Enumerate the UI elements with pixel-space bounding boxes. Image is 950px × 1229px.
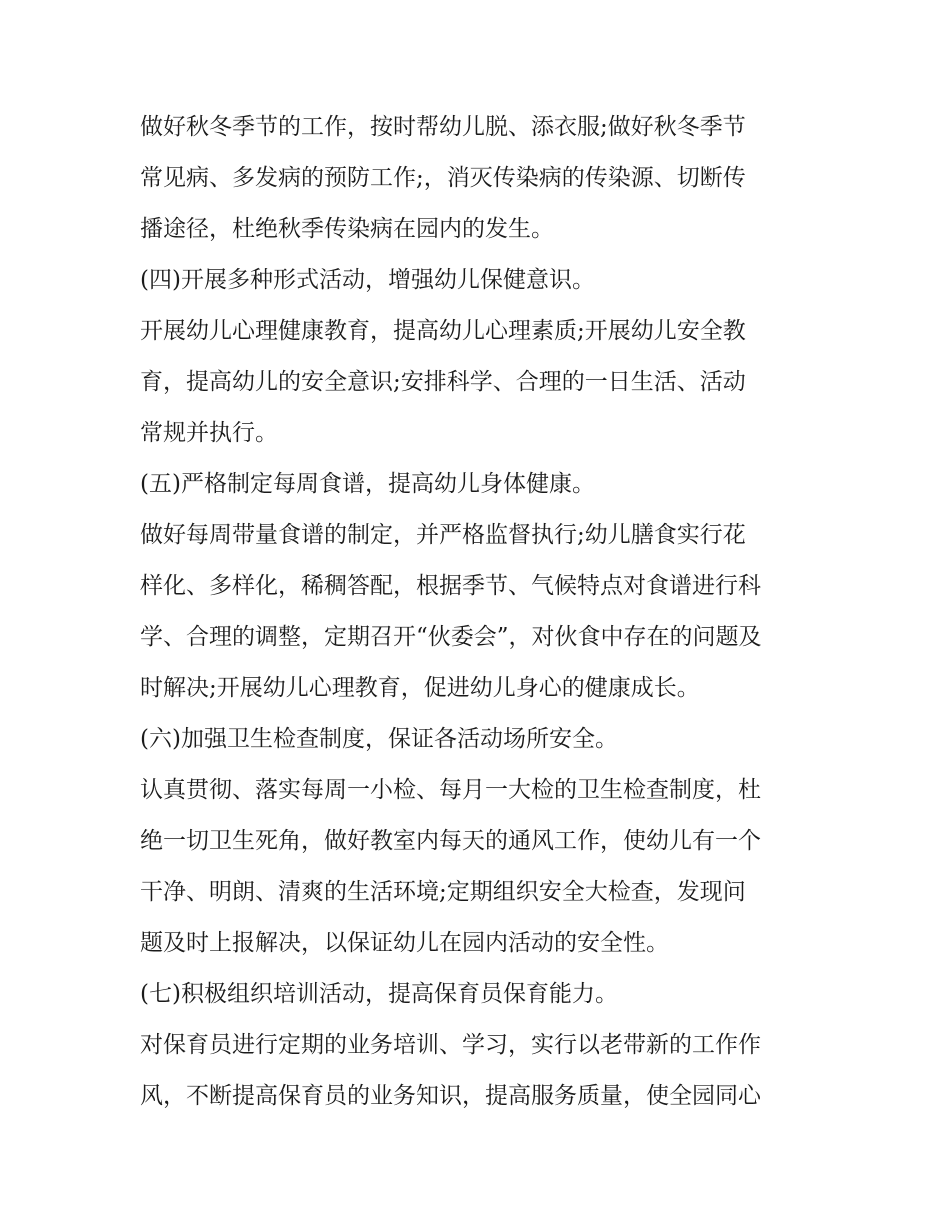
section-heading: (六)加强卫生检查制度，保证各活动场所安全。 [140,726,618,752]
paragraph-line: 开展幼儿心理健康教育，提高幼儿心理素质;开展幼儿安全教 [140,318,746,344]
paragraph-line: 做好每周带量食谱的制定，并严格监督执行;幼儿膳食实行花 [140,522,746,548]
section-heading: (七)积极组织培训活动，提高保育员保育能力。 [140,981,618,1007]
paragraph-line: 题及时上报解决，以保证幼儿在园内活动的安全性。 [140,930,669,956]
paragraph-line: 绝一切卫生死角，做好教室内每天的通风工作，使幼儿有一个 [140,828,761,854]
paragraph-line: 风，不断提高保育员的业务知识，提高服务质量，使全园同心 [140,1083,761,1109]
paragraph-line: 样化、多样化，稀稠答配，根据季节、气候特点对食谱进行科 [140,573,761,599]
paragraph-line: 认真贯彻、落实每周一小检、每月一大检的卫生检查制度，杜 [140,777,761,803]
section-heading: (五)严格制定每周食谱，提高幼儿身体健康。 [140,471,595,497]
paragraph-line: 学、合理的调整，定期召开“伙委会”，对伙食中存在的问题及 [140,624,762,650]
paragraph-line: 常规并执行。 [140,420,278,446]
paragraph-line: 常见病、多发病的预防工作;，消灭传染病的传染源、切断传 [140,165,746,191]
paragraph-line: 干净、明朗、清爽的生活环境;定期组织安全大检查，发现问 [140,879,746,905]
paragraph-line: 播途径，杜绝秋季传染病在园内的发生。 [140,216,554,242]
paragraph-line: 做好秋冬季节的工作，按时帮幼儿脱、添衣服;做好秋冬季节 [140,114,746,140]
paragraph-line: 对保育员进行定期的业务培训、学习，实行以老带新的工作作 [140,1032,761,1058]
paragraph-line: 时解决;开展幼儿心理教育，促进幼儿身心的健康成长。 [140,675,700,701]
paragraph-line: 育，提高幼儿的安全意识;安排科学、合理的一日生活、活动 [140,369,746,395]
section-heading: (四)开展多种形式活动，增强幼儿保健意识。 [140,267,595,293]
